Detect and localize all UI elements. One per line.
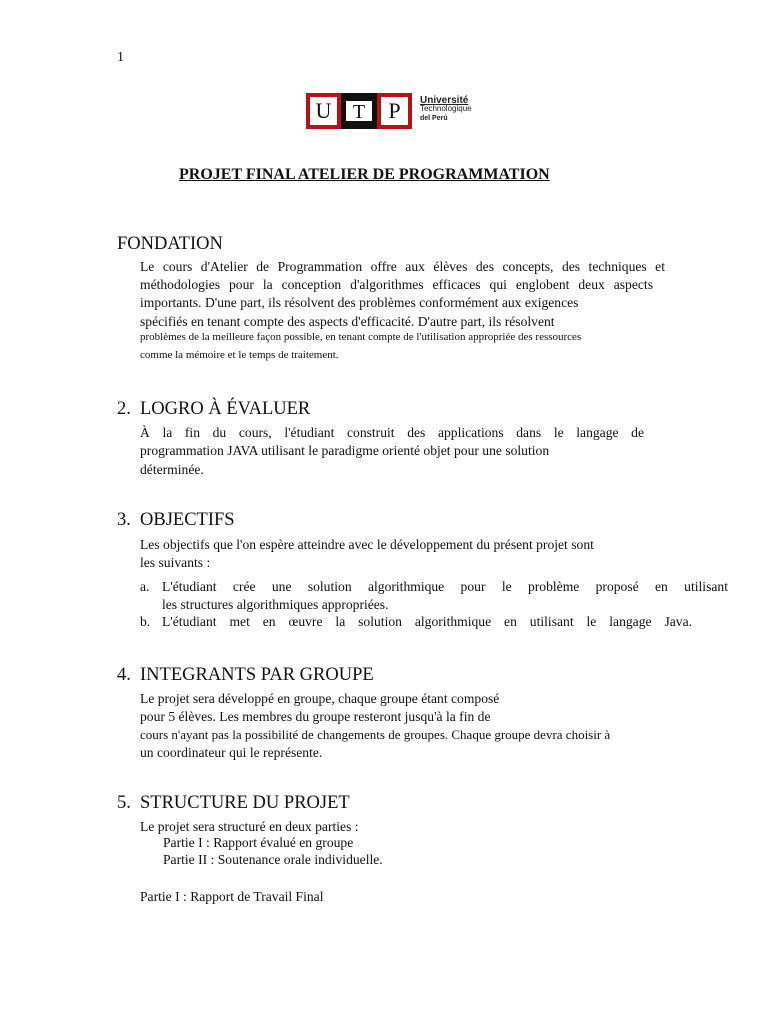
objectif-b-line-1: L'étudiant met en œuvre la solution algorithmique en utilisant le langage Java. [162,614,692,629]
logo-text-line1: Université [420,95,469,106]
logo-text-line2: Technologique [420,104,472,113]
integrants-line-4: un coordinateur qui le représente. [140,745,323,760]
integrants-line-2: pour 5 élèves. Les membres du groupe resteront jusqu'à la fin de [140,709,491,724]
section-number: 4. [117,665,131,685]
section-title: LOGRO À ÉVALUER [140,399,311,419]
objectifs-line-1: Les objectifs que l'on espère atteindre avec le développement du présent projet sont [140,537,594,552]
fondation-line-6: comme la mémoire et le temps de traitement. [140,349,339,361]
logo-letter-p: P [381,97,408,125]
logo-p-box [377,93,412,129]
logo-t-box [341,93,377,129]
logo-text-line3: del Perú [420,115,448,122]
integrants-line-1: Le projet sera développé en groupe, chaque groupe étant composé [140,691,500,706]
utp-logo [306,93,486,129]
section-title: STRUCTURE DU PROJET [140,793,350,813]
section-heading-integrants [117,665,374,686]
objectif-a-line-1: L'étudiant crée une solution algorithmique pour le problème proposé en utilisant [162,579,728,594]
list-marker-b: b. [140,614,151,629]
section-heading-fondation: FONDATION [117,234,223,254]
logro-line-3: déterminée. [140,462,204,477]
list-marker-a: a. [140,579,150,594]
logo-letter-t: T [346,101,372,121]
section-number: 5. [117,793,131,813]
objectifs-line-2: les suivants : [140,555,211,570]
logo-letter-u: U [310,97,337,125]
fondation-line-4: spécifiés en tenant compte des aspects d'efficacité. D'autre part, ils résolvent [140,314,555,329]
structure-intro: Le projet sera structuré en deux parties : [140,819,359,834]
section-title: INTEGRANTS PAR GROUPE [140,665,374,685]
logro-line-1: À la fin du cours, l'étudiant construit des applications dans le langage de [140,425,644,440]
objectif-a-line-2: les structures algorithmiques appropriées. [162,597,389,612]
structure-part-2 [163,852,383,868]
logro-line-2: programmation JAVA utilisant le paradigme orienté objet pour une solution [140,443,550,458]
section-number: 2. [117,399,131,419]
section-heading-logro [117,399,310,420]
section-heading-objectifs [117,510,235,531]
fondation-line-5: problèmes de la meilleure façon possible, en tenant compte de l'utilisation appropriée des ressources [140,331,582,343]
section-title: OBJECTIFS [140,510,235,530]
section-heading-structure [117,793,350,814]
part-label: Partie II : Soutenance orale individuelle. [163,852,383,867]
section-number: 3. [117,510,131,530]
logo-u-box [306,93,341,129]
fondation-line-1: Le cours d'Atelier de Programmation offre aux élèves des concepts, des techniques et [140,259,665,274]
fondation-line-3: importants. D'une part, ils résolvent des problèmes conformément aux exigences [140,295,579,310]
page-number: 1 [117,50,124,65]
integrants-line-3: cours n'ayant pas la possibilité de changements de groupes. Chaque groupe devra choisir à [140,727,611,742]
structure-footer: Partie I : Rapport de Travail Final [140,889,324,904]
document-title: PROJET FINAL ATELIER DE PROGRAMMATION [179,166,550,183]
structure-part-1 [163,835,353,851]
part-label: Partie I : Rapport évalué en groupe [163,835,354,850]
fondation-line-2: méthodologies pour la conception d'algorithmes efficaces qui englobent deux aspects [140,277,653,292]
